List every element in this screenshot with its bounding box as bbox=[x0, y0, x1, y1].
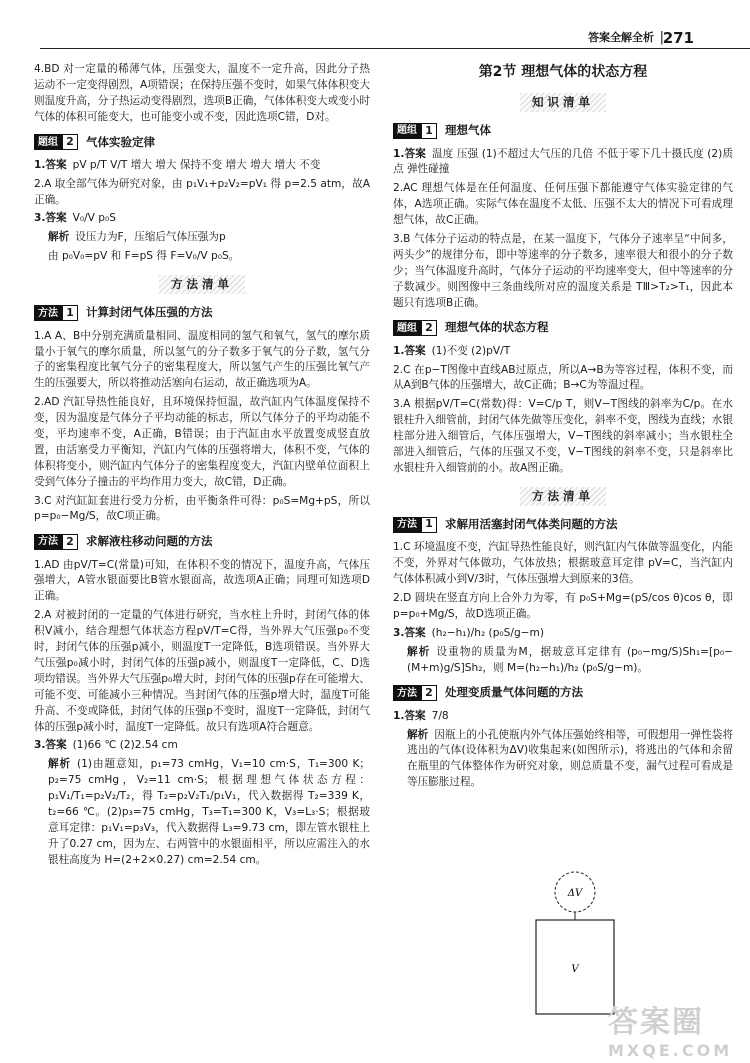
answer-1 bbox=[34, 158, 370, 174]
method-tag: 方法 bbox=[34, 534, 62, 550]
analysis-label: 解析 bbox=[407, 645, 431, 658]
answer-text: 7/8 bbox=[431, 709, 449, 722]
answer-text: (1)不变 (2)pV/T bbox=[431, 344, 511, 357]
method1-answer-2: 2.AD 汽缸导热性能良好，且环境保持恒温，故汽缸内气体温度保持不变，因为温度是气体分子平均动能的标志，所以气体分子的平均动能不变，平均速率不变，A正确，B错误；由于汽缸由水平放置变成竖直放置，由活塞受力平衡知，汽缸内气体的压强将增大，体积不变，气体的体积将变小，则汽缸内气体分子的密集程度变大，汽缸内壁单位面积上受到气体分子撞击的平均作用力变大，故C错，D正确。 bbox=[34, 396, 370, 488]
method1-answer-1: 1.C 环境温度不变，汽缸导热性能良好，则汽缸内气体做等温变化，内能不变，外界对气体做功，气体放热；根据玻意耳定律 pV=C，当汽缸内气体体积减小到V/3时，气体压强增大到原来的3倍。 bbox=[393, 541, 733, 586]
answer-text: V₀/V p₀S bbox=[72, 212, 116, 225]
method1-analysis-3 bbox=[393, 645, 733, 677]
method-number: 1 bbox=[421, 517, 437, 533]
method-tag: 方法 bbox=[393, 685, 421, 701]
answer-3 bbox=[34, 211, 370, 227]
header-rule bbox=[40, 48, 750, 49]
analysis-text: 因瓶上的小孔使瓶内外气体压强始终相等，可假想用一弹性袋将逃出的气体(设体积为ΔV)收集起来(如图所示)，将逃出的气体和余留在瓶里的气体整体作为研究对象，则总质量不变，漏气过程可看成是等压膨胀过程。 bbox=[407, 728, 734, 789]
analysis-text: (1)由题意知，p₁=73 cmHg，V₁=10 cm·S，T₁=300 K；p₂=75 cmHg，V₂=11 cm·S；根据理想气体状态方程：p₁V₁/T₁=p₂V₂/T₂，得 T₂=p₂V₂T₁/p₁V₁，代入数据得 T₂=339 K，t₂=66 ℃。(2)p₃=75 cmHg，T₃=T₁=300 K，V₃=L₃·S；根据玻意耳定律：p₁V₁=p₃V₃，代入数据得 L₃=9.73 cm，即左管水银柱上升了0.27 cm，因为左、右两管中的水银面相平，所以应需注入的水银柱高度为 H=(2+2×0.27) cm=2.54 cm。 bbox=[48, 758, 370, 866]
method-title: 计算封闭气体压强的方法 bbox=[86, 305, 213, 320]
method-title: 求解用活塞封闭气体类问题的方法 bbox=[445, 517, 618, 532]
left-column bbox=[34, 62, 370, 872]
answer-text: pV p/T V/T 增大 增大 保持不变 增大 增大 增大 不变 bbox=[72, 158, 321, 171]
site-watermark bbox=[608, 1000, 738, 1060]
answer-label: 1.答案 bbox=[34, 158, 67, 171]
group-number: 1 bbox=[421, 123, 437, 139]
answer-label: 3.答案 bbox=[34, 739, 67, 752]
answer-label: 1.答案 bbox=[393, 147, 426, 160]
method-title: 处理变质量气体问题的方法 bbox=[445, 685, 583, 700]
group-title: 理想气体 bbox=[445, 123, 491, 138]
method1-answer-1: 1.A A、B中分别充满质量相同、温度相同的氢气和氧气，氢气的摩尔质量小于氧气的摩尔质量，所以氢气的分子数多于氧气的分子数，氢气分子的密集程度比氧气分子的密集程度大，所以氢气产生的压强比氧气产生的压强要大，所以将推动活塞向右运动，故正确选项为A。 bbox=[34, 329, 370, 390]
analysis-label: 解析 bbox=[48, 758, 72, 771]
group-number: 2 bbox=[62, 134, 78, 150]
right-column bbox=[393, 62, 733, 794]
group1-heading bbox=[393, 122, 733, 139]
bottle-diagram bbox=[530, 868, 620, 1018]
group2-answer-3: 3.A 根据pV/T=C(常数)得：V=C/p T，则V−T图线的斜率为C/p。在水银柱升入细管前，封闭气体先做等压变化，斜率不变，图线为直线；水银柱部分进入细管后，气体压强增大，V−T图线的斜率减小；当水银柱全部进入细管后，气体的压强又不变，V−T图线的斜率不变，只是斜率比水银柱升入细管前的小。故A图正确。 bbox=[393, 398, 733, 474]
group1-answer-3: 3.B 气体分子运动的特点是，在某一温度下，气体分子速率呈“中间多，两头少”的规律分布，即中等速率的分子数多，速率很大和很小的分子数少；当气体温度升高时，气体分子运动的平均速率变大，但中等速率的分子数减少。则图像中三条曲线所对应的温度关系是 TⅢ>T₂>T₁，因此本题只有选项B正确。 bbox=[393, 232, 733, 309]
method2-analysis-3 bbox=[34, 757, 370, 868]
group2-heading bbox=[34, 134, 370, 151]
band-label: 知识清单 bbox=[520, 93, 606, 112]
answer-4bd: 4.BD 对一定量的稀薄气体，压强变大，温度不一定升高，因此分子热运动不一定变得剧烈，A项错误；在保持压强不变时，如果气体体积变大则温度升高，分子热运动变得剧烈，选项B正确，气体体积变大或变小时气体的体积可能变大，也可能变小或不变，因此选项C错，D对。 bbox=[34, 63, 370, 123]
answer-label: 1.答案 bbox=[393, 344, 426, 357]
method2-heading bbox=[393, 684, 733, 701]
page-header bbox=[0, 0, 750, 56]
answer-2: 2.A 取全部气体为研究对象，由 p₁V₁+p₂V₂=pV₁ 得 p=2.5 atm，故A正确。 bbox=[34, 177, 370, 206]
knowledge-list-band bbox=[393, 93, 733, 112]
header-separator: | bbox=[659, 30, 664, 45]
page-number: 271 bbox=[662, 29, 694, 47]
method-number: 2 bbox=[62, 534, 78, 550]
delta-v-label: ΔV bbox=[567, 888, 583, 899]
volume-label: V bbox=[571, 964, 579, 975]
answer-text: (h₂−h₁)/h₂ (p₀S/g−m) bbox=[431, 626, 545, 639]
watermark-line1: 答案圈 bbox=[608, 1005, 704, 1040]
analysis-3 bbox=[34, 230, 370, 246]
group-title: 理想气体的状态方程 bbox=[445, 320, 549, 335]
method2-heading bbox=[34, 533, 370, 550]
band-label: 方法清单 bbox=[159, 275, 245, 294]
analysis-3-formula: 由 p₀V₀=pV 和 F=pS 得 F=V₀/V p₀S。 bbox=[48, 250, 240, 263]
method2-answer-1: 1.AD 由pV/T=C(常量)可知，在体积不变的情况下，温度升高，气体压强增大，A管水银面要比B管水银面高，故选项A正确；同理可知选项D正确。 bbox=[34, 558, 370, 603]
group2-answer-2: 2.C 在p−T图像中直线AB过原点，所以A→B为等容过程，体积不变，而从A到B气体的压强增大，故C正确；B→C为等温过程。 bbox=[393, 363, 733, 392]
method-title: 求解液柱移动问题的方法 bbox=[86, 534, 213, 549]
group-tag: 题组 bbox=[393, 123, 421, 139]
analysis-label: 解析 bbox=[407, 728, 429, 741]
method1-answer-3 bbox=[393, 626, 733, 642]
method-number: 1 bbox=[62, 305, 78, 321]
answer-label: 3.答案 bbox=[34, 212, 67, 225]
method2-answer-1 bbox=[393, 709, 733, 725]
method-list-band bbox=[393, 487, 733, 506]
answer-label: 1.答案 bbox=[393, 709, 426, 722]
group-tag: 题组 bbox=[393, 320, 421, 336]
watermark-line2: MXQE.COM bbox=[608, 1041, 733, 1060]
method2-answer-2: 2.A 对被封闭的一定量的气体进行研究，当水柱上升时，封闭气体的体积V减小，结合理想气体状态方程pV/T=C得，当外界大气压强p₀不变时，封闭气体的压强p减小，则温度T一定降低，B选项错误。当外界大气压强p₀减小时，封闭气体的压强p减小，则温度T一定降低，C、D选项均错误。当外界大气压强p₀增大时，封闭气体的压强p存在可能增大、可能不变、可能减小三种情况。当封闭气体的压强p增大时，温度T可能升高、不变或降低，封闭气体的压强p不变时，温度T一定降低，封闭气体的压强p减小时，温度T一定降低。故只有选项A符合题意。 bbox=[34, 609, 370, 733]
header-title: 答案全解全析 bbox=[588, 31, 654, 44]
section-title: 第2节 理想气体的状态方程 bbox=[478, 64, 648, 80]
group-tag: 题组 bbox=[34, 134, 62, 150]
group2-answer-1 bbox=[393, 344, 733, 360]
method-tag: 方法 bbox=[393, 517, 421, 533]
method-list-band bbox=[34, 275, 370, 294]
method-number: 2 bbox=[421, 685, 437, 701]
group1-answer-1 bbox=[393, 147, 733, 179]
method2-analysis-1 bbox=[393, 728, 733, 792]
method1-heading bbox=[393, 516, 733, 533]
method1-answer-3: 3.C 对汽缸缸套进行受力分析，由平衡条件可得：p₀S=Mg+pS，所以 p=p₀−Mg/S，故C项正确。 bbox=[34, 494, 370, 523]
method1-heading bbox=[34, 304, 370, 321]
group1-answer-2: 2.AC 理想气体是在任何温度、任何压强下都能遵守气体实验定律的气体，A选项正确。实际气体在温度不太低、压强不太大的情况下可看成理想气体，故C正确。 bbox=[393, 182, 733, 227]
group2-heading bbox=[393, 319, 733, 336]
answer-label: 3.答案 bbox=[393, 626, 426, 639]
analysis-label: 解析 bbox=[48, 231, 70, 244]
band-label: 方法清单 bbox=[520, 487, 606, 506]
group-number: 2 bbox=[421, 320, 437, 336]
method2-answer-3 bbox=[34, 738, 370, 754]
analysis-text: 设重物的质量为M，据玻意耳定律有 (p₀−mg/S)Sh₁=[p₀−(M+m)g/S]Sh₂，则 M=(h₂−h₁)/h₂ (p₀S/g−m)。 bbox=[407, 645, 733, 674]
group-title: 气体实验定律 bbox=[86, 134, 155, 149]
answer-text: (1)66 ℃ (2)2.54 cm bbox=[72, 739, 178, 752]
answer-text: 温度 压强 (1)不超过大气压的几倍 不低于零下几十摄氏度 (2)质点 弹性碰撞 bbox=[393, 147, 733, 176]
method1-answer-2: 2.D 圆块在竖直方向上合外力为零，有 p₀S+Mg=(pS/cos θ)cos θ，即 p=p₀+Mg/S，故D选项正确。 bbox=[393, 591, 733, 620]
analysis-text: 设压力为F，压缩后气体压强为p bbox=[75, 231, 226, 244]
method-tag: 方法 bbox=[34, 305, 62, 321]
